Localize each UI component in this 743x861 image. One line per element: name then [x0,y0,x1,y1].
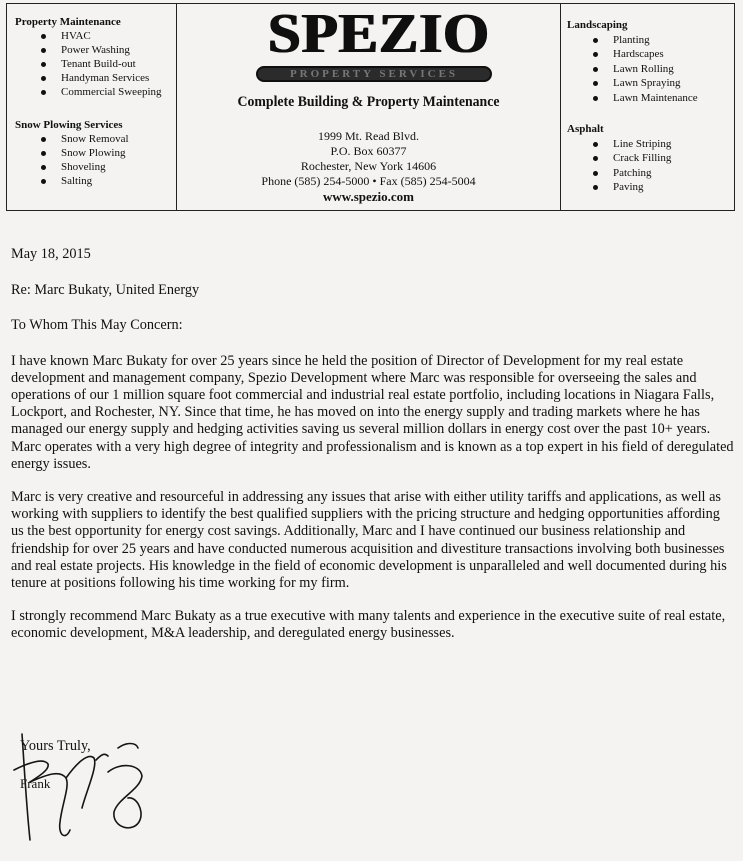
list-item: Planting [589,33,734,48]
address-line: 1999 Mt. Read Blvd. [318,129,419,143]
letter-body [11,246,736,659]
list-item: Hardscapes [589,47,734,62]
section-title-asphalt: Asphalt [567,123,604,135]
list-item: Crack Filling [589,151,734,166]
list-item: Line Striping [589,137,734,152]
handwritten-signature [0,712,180,852]
address-line: P.O. Box 60377 [330,144,407,158]
spezio-logo: SPEZIO [268,3,490,65]
letter-paragraph: I strongly recommend Marc Bukaty as a true executive with many talents and experience in the executive suite of real estate, economic development, M&A leadership, and deregulated energy businesses. [11,608,726,642]
list-item: HVAC [37,29,176,43]
letter-paragraph: I have known Marc Bukaty for over 25 years since he held the position of Director of Development for my real estate development and management company, Spezio Development where Marc was responsible for overseeing the sales and operations of our 1 million square foot commercial and industrial real estate portfolio, including locations in Niagara Falls, Lockport, and Rochester, NY. Since that time, he has moved on into the energy supply and trading markets where he has managed our energy supply and hedging activities saving us several million dollars in energy cost over the past 10+ years. Marc operates with a very high degree of integrity and professionalism and is known as a top expert in his field of deregulated energy issues. [11,352,734,472]
list-item: Tenant Build-out [37,57,176,71]
list-item: Shoveling [37,160,176,174]
letter-subject: Re: Marc Bukaty, United Energy [11,282,200,299]
letter-paragraph: Marc is very creative and resourceful in addressing any issues that arise with either utility tariffs and applications, as well as working with suppliers to identify the best qualified suppliers with the pricing structure and hedging opportunities affording us the best opportunity for energy cost savings. Additionally, Marc and I have continued our business relationship and friendship for over 25 years and have conducted numerous acquisition and divestiture transactions involving both businesses and real estate projects. His knowledge in the field of economic development is unparalleled and well documented during his tenure at positions following his time working for my firm. [11,489,727,592]
website-link[interactable]: www.spezio.com [323,189,414,204]
section-title-snow-plowing: Snow Plowing Services [15,119,123,131]
company-center-block [177,4,560,210]
list-item: Lawn Spraying [589,76,734,91]
list-item: Handyman Services [37,71,176,85]
phone-fax: Phone (585) 254-5000 • Fax (585) 254-5004 [261,174,476,188]
list-item: Snow Removal [37,132,176,146]
letterhead [6,3,735,211]
letter-closing: Yours Truly, [20,738,91,754]
list-item: Paving [589,180,734,195]
property-maintenance-list [15,29,176,99]
address-line: Rochester, New York 14606 [300,159,437,173]
list-item: Lawn Rolling [589,62,734,77]
signer-name: Frank [20,776,51,791]
list-item: Power Washing [37,43,176,57]
letter-date: May 18, 2015 [11,246,91,262]
letter-salutation: To Whom This May Concern: [11,317,183,334]
section-title-property-maintenance: Property Maintenance [15,16,121,28]
list-item: Patching [589,166,734,181]
company-address [177,129,560,204]
list-item: Lawn Maintenance [589,91,734,106]
left-services-column [7,4,177,210]
landscaping-list [567,33,734,106]
list-item: Snow Plowing [37,146,176,160]
right-services-column [560,4,734,210]
company-tagline: Complete Building & Property Maintenance [237,94,500,110]
logo-banner: PROPERTY SERVICES [256,66,492,82]
section-title-landscaping: Landscaping [567,19,628,31]
list-item: Salting [37,174,176,188]
asphalt-list [567,137,734,195]
snow-plowing-list [15,132,176,188]
list-item: Commercial Sweeping [37,85,176,99]
